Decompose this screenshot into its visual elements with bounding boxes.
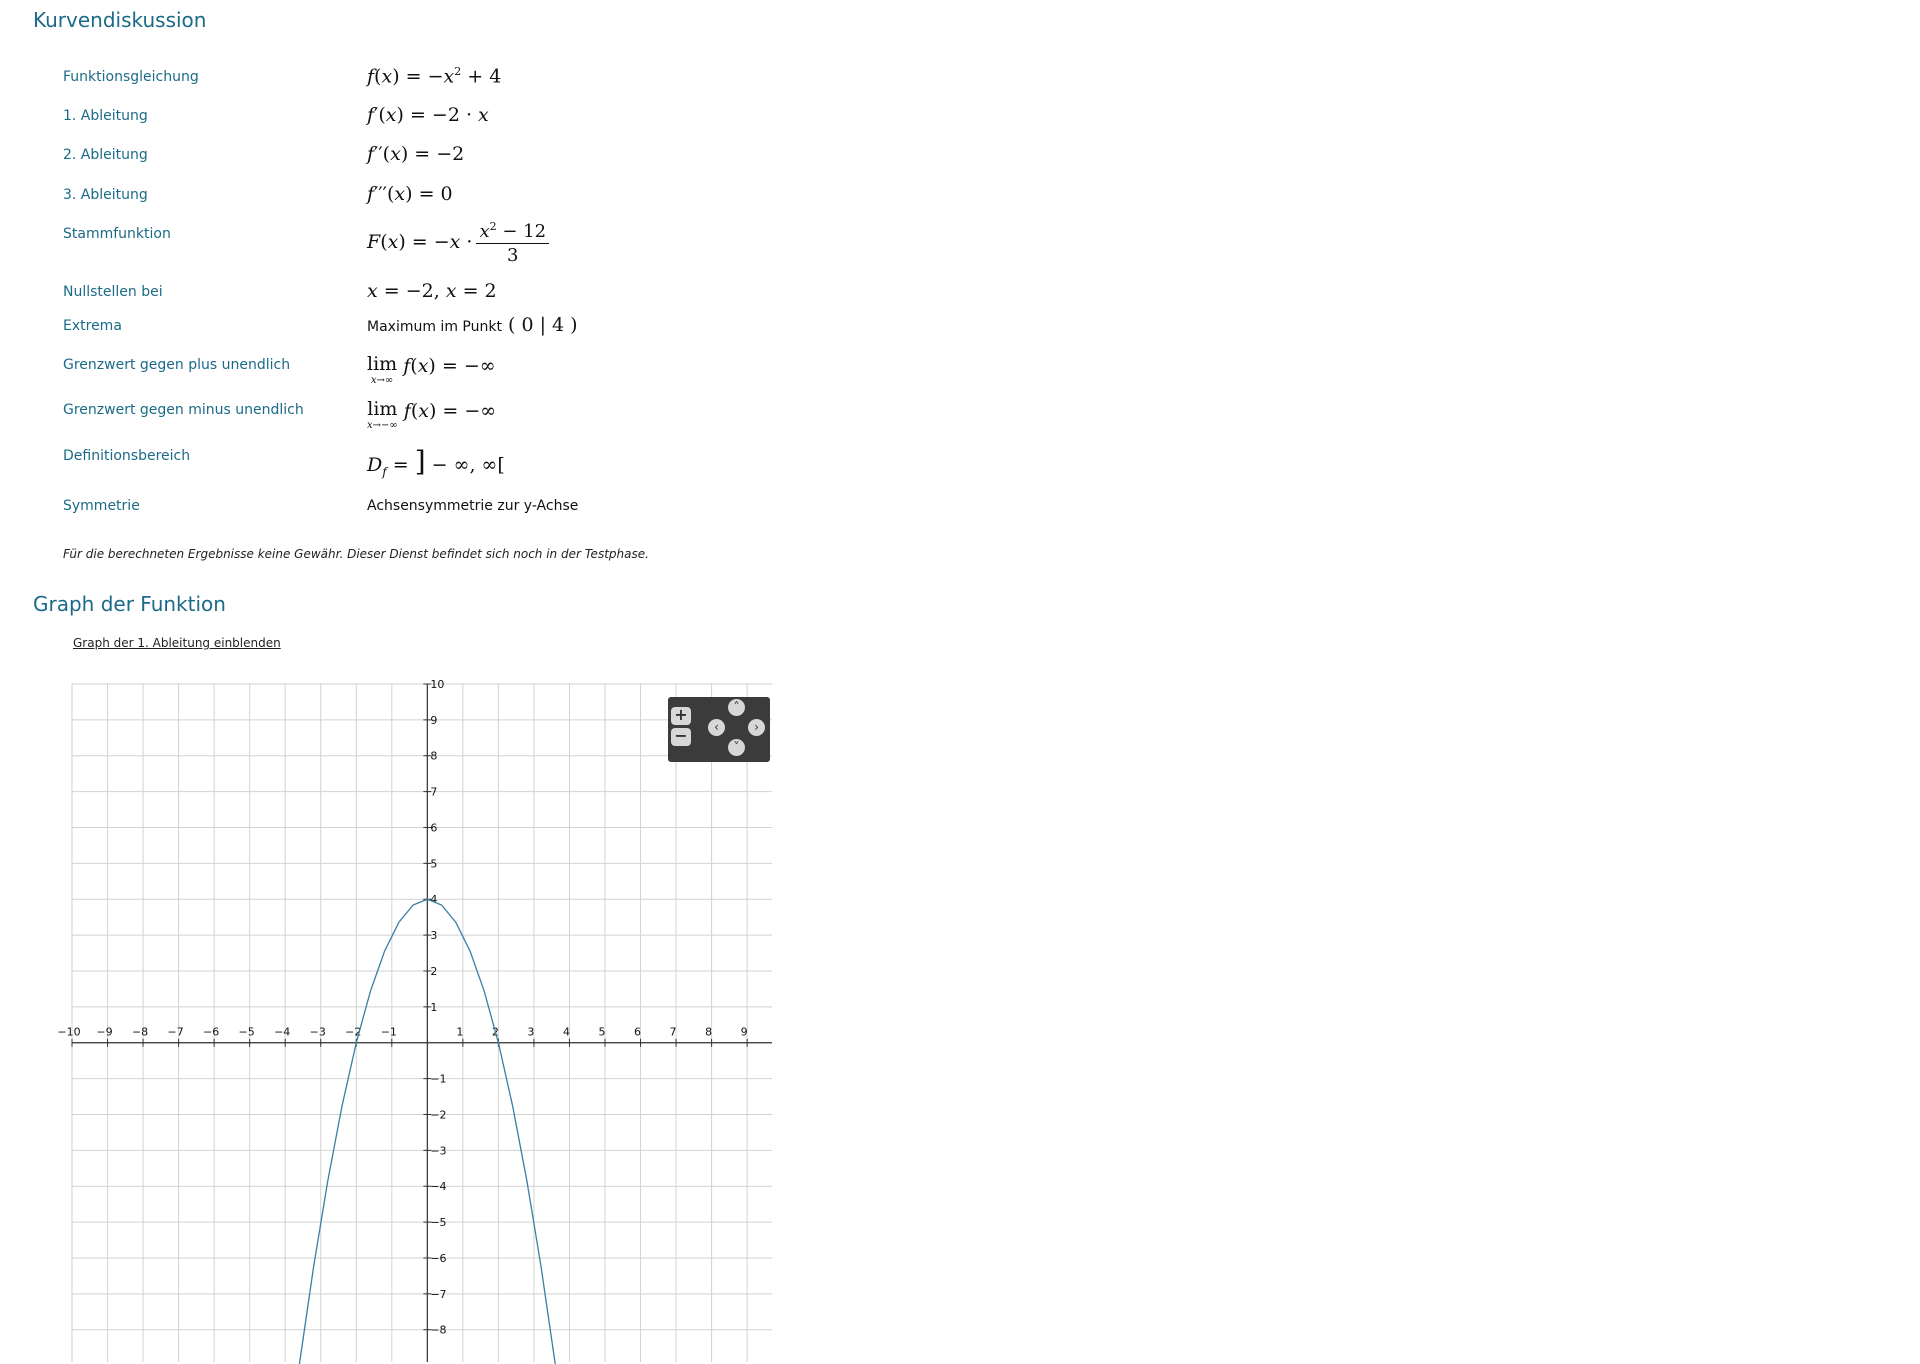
formula-limit-minus: lim x→−∞ f(x) = −∞: [367, 398, 497, 431]
row-limit-plus-infinity: [63, 353, 1063, 393]
row-label: Stammfunktion: [63, 226, 171, 242]
row-function-equation: [63, 65, 1063, 99]
y-tick-label: −8: [430, 1323, 447, 1337]
x-tick-label: 7: [669, 1025, 677, 1039]
row-first-derivative: [63, 104, 1063, 138]
row-label: Extrema: [63, 318, 122, 334]
grid-lines: [72, 684, 772, 1362]
row-label: Grenzwert gegen plus unendlich: [63, 357, 291, 373]
tick-labels: [57, 678, 747, 1337]
graph-navigation-panel: [668, 697, 770, 762]
row-extrema: [63, 314, 1063, 348]
y-tick-label: −6: [430, 1251, 447, 1265]
x-tick-label: 3: [527, 1025, 535, 1039]
x-tick-label: −10: [57, 1025, 81, 1039]
extrema-value: Maximum im Punkt ( 0 | 4 ): [367, 314, 578, 336]
y-tick-label: 5: [430, 857, 438, 871]
row-label: 2. Ableitung: [63, 147, 148, 163]
y-tick-label: 9: [430, 713, 438, 727]
x-tick-label: −9: [96, 1025, 113, 1039]
row-limit-minus-infinity: [63, 398, 1063, 438]
row-label: 3. Ableitung: [63, 187, 148, 203]
x-tick-label: 8: [705, 1025, 713, 1039]
y-tick-label: −2: [430, 1108, 447, 1122]
extrema-text: Maximum im Punkt: [367, 319, 502, 335]
x-tick-label: −7: [167, 1025, 184, 1039]
y-tick-label: −3: [430, 1144, 447, 1158]
formula-second-derivative: f′′(x) = −2: [367, 143, 465, 165]
row-second-derivative: [63, 143, 1063, 177]
row-zeros: [63, 280, 1063, 314]
section-title-analysis: Kurvendiskussion: [33, 8, 207, 32]
x-tick-label: 5: [598, 1025, 606, 1039]
formula-limit-plus: lim x→∞ f(x) = −∞: [367, 353, 496, 386]
y-tick-label: 10: [430, 678, 445, 691]
x-tick-label: −6: [203, 1025, 220, 1039]
pan-up-button[interactable]: ˄: [728, 699, 745, 716]
formula-function: $f(x) = -x^2 + 4$: [367, 65, 502, 88]
formula-zeros: x = −2, x = 2: [367, 280, 497, 302]
x-tick-label: 6: [634, 1025, 642, 1039]
y-tick-label: −4: [430, 1180, 447, 1194]
x-tick-label: 4: [562, 1025, 570, 1039]
x-tick-label: 9: [740, 1025, 748, 1039]
formula-antiderivative: F(x) = −x · $\frac{x^2 - 12}{3}$: [367, 220, 549, 266]
x-tick-label: 1: [456, 1025, 464, 1039]
x-tick-label: −4: [274, 1025, 291, 1039]
row-label: Definitionsbereich: [63, 448, 191, 464]
row-domain: [63, 445, 1063, 488]
y-tick-label: 4: [430, 893, 438, 907]
formula-first-derivative: f′(x) = −2 · x: [367, 104, 489, 126]
y-tick-label: 1: [430, 1000, 438, 1014]
axes: [72, 684, 772, 1362]
graph-svg: [57, 678, 772, 1362]
x-tick-label: 2: [491, 1025, 499, 1039]
pan-down-button[interactable]: ˅: [728, 739, 745, 756]
symmetry-value: Achsensymmetrie zur y-Achse: [367, 498, 579, 514]
x-tick-label: −5: [238, 1025, 255, 1039]
disclaimer: Für die berechneten Ergebnisse keine Gewähr. Dieser Dienst befindet sich noch in der Testphase.: [63, 547, 649, 561]
row-label: Funktionsgleichung: [63, 69, 199, 85]
row-label: Grenzwert gegen minus unendlich: [63, 402, 304, 418]
x-tick-label: −1: [380, 1025, 397, 1039]
x-tick-label: −3: [309, 1025, 326, 1039]
row-antiderivative: [63, 220, 1063, 276]
row-third-derivative: [63, 183, 1063, 217]
zoom-out-button[interactable]: −: [671, 728, 691, 746]
y-tick-label: −5: [430, 1216, 447, 1230]
section-title-graph: Graph der Funktion: [33, 592, 226, 616]
y-tick-label: −1: [430, 1072, 447, 1086]
y-tick-label: 7: [430, 785, 438, 799]
formula-domain: $D_f$ = ] − ∞, ∞[: [367, 445, 505, 479]
y-tick-label: 2: [430, 964, 438, 978]
x-tick-label: −8: [131, 1025, 149, 1039]
row-symmetry: [63, 498, 1063, 528]
zoom-in-button[interactable]: +: [671, 707, 691, 725]
y-tick-label: −7: [430, 1287, 447, 1301]
y-tick-label: 3: [430, 929, 438, 943]
x-tick-label: −2: [345, 1025, 362, 1039]
toggle-derivative-graph-link[interactable]: Graph der 1. Ableitung einblenden: [73, 636, 281, 650]
function-graph[interactable]: [57, 678, 772, 1362]
y-tick-label: 6: [430, 821, 438, 835]
pan-left-button[interactable]: ‹: [708, 719, 725, 736]
pan-right-button[interactable]: ›: [748, 719, 765, 736]
formula-third-derivative: f′′′(x) = 0: [367, 183, 453, 205]
row-label: Nullstellen bei: [63, 284, 163, 300]
row-label: Symmetrie: [63, 498, 140, 514]
y-tick-label: 8: [430, 749, 438, 763]
row-label: 1. Ableitung: [63, 108, 148, 124]
